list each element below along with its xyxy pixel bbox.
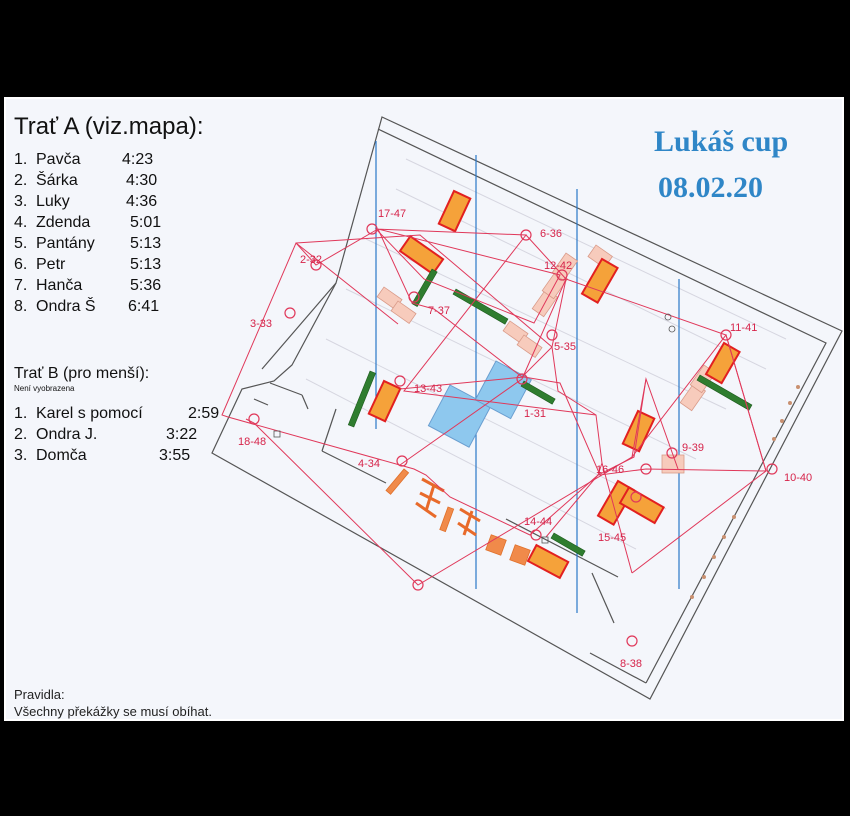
checkpoint-label: 11-41 xyxy=(730,322,758,334)
checkpoint-label: 3-33 xyxy=(250,318,273,330)
result-position: 1. xyxy=(14,405,28,422)
checkpoint-label: 9-39 xyxy=(682,442,705,454)
checkpoint-label: 15-45 xyxy=(598,532,627,544)
checkpoint-label: 12-42 xyxy=(544,260,573,272)
result-position: 7. xyxy=(14,277,28,294)
rules-text: Všechny překážky se musí obíhat. xyxy=(14,704,212,719)
checkpoint-label: 4-34 xyxy=(358,458,381,470)
result-time: 3:22 xyxy=(166,426,198,443)
result-position: 3. xyxy=(14,193,28,210)
result-time: 4:30 xyxy=(126,172,158,189)
result-position: 2. xyxy=(14,172,28,189)
result-time: 5:01 xyxy=(130,214,162,231)
result-time: 4:36 xyxy=(126,193,158,210)
result-position: 5. xyxy=(14,235,28,252)
result-position: 2. xyxy=(14,426,28,443)
cup-date: 08.02.20 xyxy=(658,171,763,204)
paper xyxy=(4,97,844,721)
result-time: 3:55 xyxy=(159,447,191,464)
result-name: Domča xyxy=(36,447,87,464)
checkpoint-label: 5-35 xyxy=(554,341,577,353)
checkpoint-label: 13-43 xyxy=(414,383,443,395)
result-position: 6. xyxy=(14,256,28,273)
result-time: 5:13 xyxy=(130,235,162,252)
result-name: Pantány xyxy=(36,235,95,252)
checkpoint-label: 1-31 xyxy=(524,408,547,420)
result-name: Hanča xyxy=(36,277,83,294)
result-position: 8. xyxy=(14,298,28,315)
trat-b-note: Není vyobrazena xyxy=(14,384,75,393)
result-time: 5:36 xyxy=(130,277,162,294)
result-name: Zdenda xyxy=(36,214,91,231)
result-name: Šárka xyxy=(36,172,78,189)
checkpoint-label: 14-44 xyxy=(524,516,553,528)
result-name: Petr xyxy=(36,256,66,273)
checkpoint-markers xyxy=(249,224,777,646)
result-time: 6:41 xyxy=(128,298,160,315)
checkpoint-label: 18-48 xyxy=(238,436,267,448)
checkpoint-label: 6-36 xyxy=(540,228,563,240)
result-name: Pavča xyxy=(36,151,81,168)
wall-dots xyxy=(690,385,800,599)
map-sheet xyxy=(0,93,850,727)
result-position: 1. xyxy=(14,151,28,168)
rules-title: Pravidla: xyxy=(14,687,65,702)
result-name: Karel s pomocí xyxy=(36,405,143,422)
checkpoint-label: 7-37 xyxy=(428,305,451,317)
result-name: Ondra J. xyxy=(36,426,98,443)
result-time: 4:23 xyxy=(122,151,154,168)
checkpoint-label: 10-40 xyxy=(784,472,813,484)
result-position: 3. xyxy=(14,447,28,464)
result-time: 2:59 xyxy=(188,405,220,422)
result-time: 5:13 xyxy=(130,256,162,273)
trat-a-title: Trať A (viz.mapa): xyxy=(14,113,204,140)
result-name: Luky xyxy=(36,193,70,210)
result-name: Ondra Š xyxy=(36,298,96,315)
trat-b-title: Trať B (pro menší): xyxy=(14,365,150,382)
checkpoint-label: 2-32 xyxy=(300,254,323,266)
cup-title: Lukáš cup xyxy=(654,125,789,158)
checkpoint-label: 16-46 xyxy=(596,464,625,476)
result-position: 4. xyxy=(14,214,28,231)
checkpoint-label: 17-47 xyxy=(378,208,407,220)
checkpoint-label: 8-38 xyxy=(620,658,643,670)
